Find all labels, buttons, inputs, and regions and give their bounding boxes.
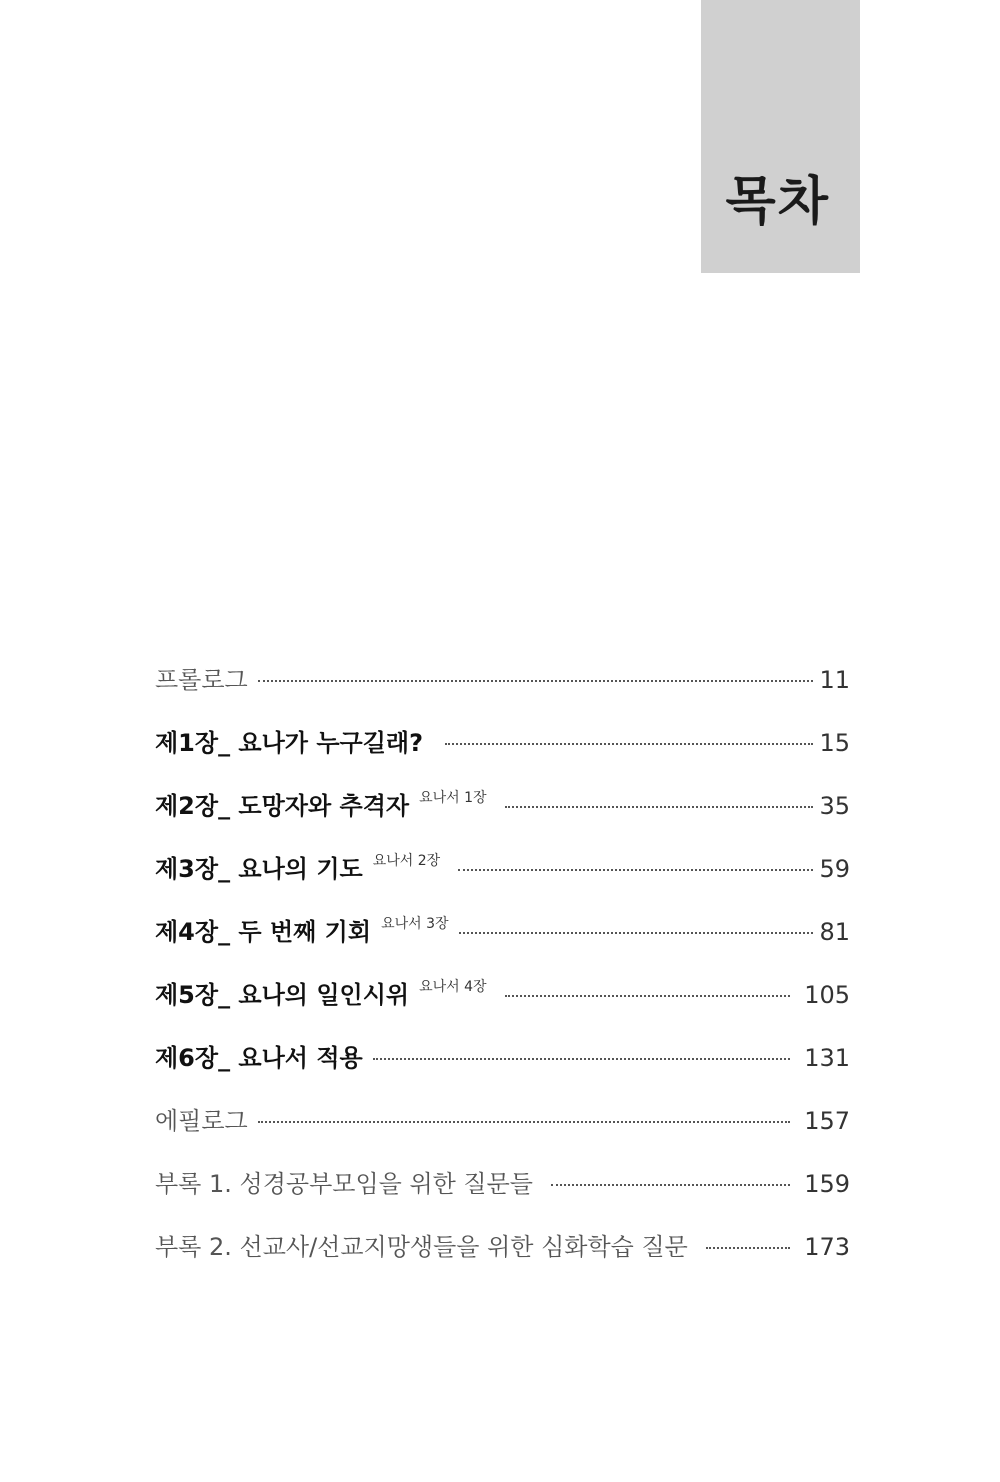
toc-entry-label: 에필로그 [155, 1107, 248, 1135]
toc-page-number: 157 [804, 1107, 850, 1135]
toc-page-number: 105 [804, 981, 850, 1009]
toc-entry-label: 부록 2. 선교사/선교지망생들을 위한 심화학습 질문 [155, 1233, 688, 1261]
title-box [701, 0, 860, 273]
toc-entry-epilogue[interactable] [155, 1101, 850, 1164]
toc-entry-note: 요나서 4장 [419, 979, 487, 995]
toc-leader-dots [505, 806, 814, 808]
toc-page-number: 81 [819, 918, 850, 946]
toc-entry-label: 제4장_ 두 번째 기회 [155, 918, 372, 946]
toc-leader-dots [445, 743, 813, 745]
toc-entry-label: 제5장_ 요나의 일인시위 [155, 981, 410, 1009]
toc-page-number: 15 [819, 729, 850, 757]
toc-leader-dots [505, 995, 791, 997]
toc-entry-label: 제3장_ 요나의 기도 [155, 855, 363, 883]
toc-leader-dots [373, 1058, 790, 1060]
toc-entry-note: 요나서 1장 [419, 790, 487, 806]
toc-entry-label: 프롤로그 [155, 666, 248, 694]
toc-entry-label: 제6장_ 요나서 적용 [155, 1044, 363, 1072]
toc-entry-chapter-5[interactable] [155, 975, 850, 1038]
toc-entry-label: 제1장_ 요나가 누구길래? [155, 729, 423, 757]
toc-page-number: 11 [819, 666, 850, 694]
page-title: 목차 [725, 172, 830, 232]
toc-leader-dots [258, 680, 814, 682]
toc-entry-chapter-4[interactable] [155, 912, 850, 975]
toc-page-number: 159 [804, 1170, 850, 1198]
toc-entry-chapter-2[interactable] [155, 786, 850, 849]
toc-entry-note: 요나서 2장 [372, 853, 441, 869]
toc-page-number: 131 [804, 1044, 850, 1072]
table-of-contents [155, 660, 850, 1290]
toc-leader-dots [258, 1121, 790, 1123]
toc-leader-dots [458, 869, 813, 871]
toc-entry-appendix-2[interactable] [155, 1227, 850, 1290]
toc-leader-dots [459, 932, 814, 934]
toc-entry-appendix-1[interactable] [155, 1164, 850, 1227]
toc-entry-label: 부록 1. 성경공부모임을 위한 질문들 [155, 1170, 533, 1198]
toc-entry-chapter-6[interactable] [155, 1038, 850, 1101]
toc-entry-chapter-3[interactable] [155, 849, 850, 912]
toc-entry-label: 제2장_ 도망자와 추격자 [155, 792, 410, 820]
toc-entry-note: 요나서 3장 [381, 916, 449, 932]
toc-entry-prologue[interactable] [155, 660, 850, 723]
toc-page-number: 59 [819, 855, 850, 883]
toc-page-number: 173 [804, 1233, 850, 1261]
toc-leader-dots [551, 1184, 790, 1186]
toc-entry-chapter-1[interactable] [155, 723, 850, 786]
toc-leader-dots [706, 1247, 790, 1249]
toc-page-number: 35 [819, 792, 850, 820]
